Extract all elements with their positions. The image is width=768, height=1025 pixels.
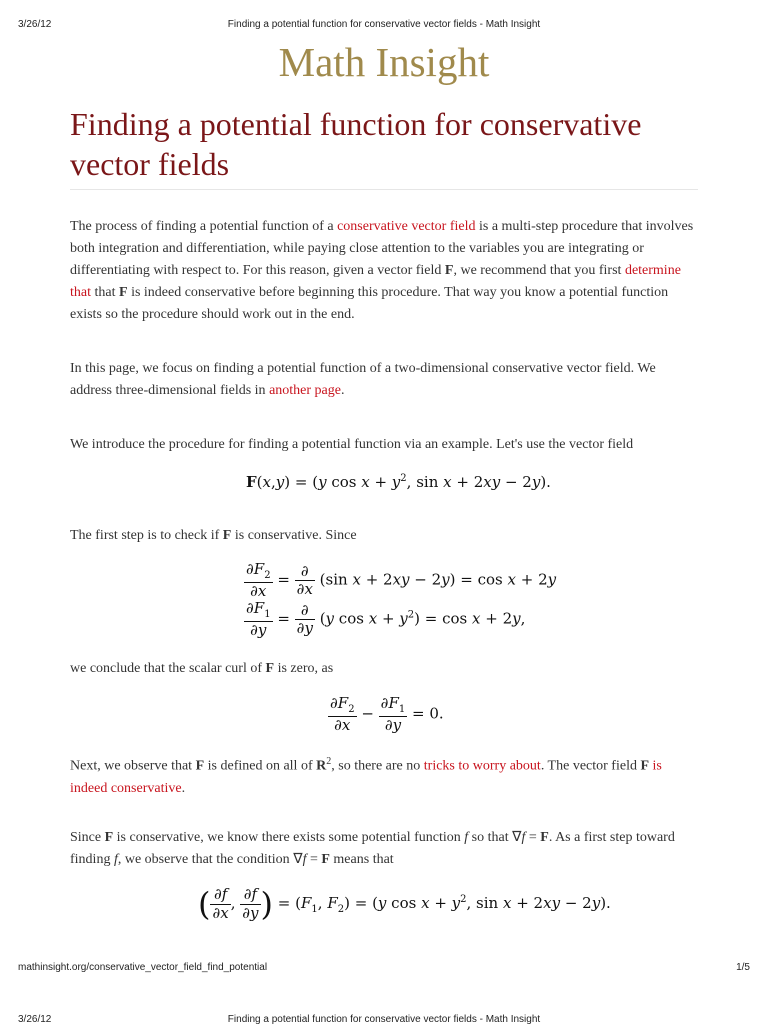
example-intro-paragraph: We introduce the procedure for finding a potential function via an example. Let's use the vector field <box>70 437 634 452</box>
scope-paragraph: In this page, we focus on finding a potential function of a two-dimensional conservative vector field. We address three-dimensional fields in another page. <box>70 361 656 398</box>
title-divider <box>70 189 698 190</box>
print-header-title-next: Finding a potential function for conservative vector fields - Math Insight <box>227 1014 541 1025</box>
equation-partial-f2: $\frac{\partial F_2}{\partial x}$ = $\frac{\partial}{\partial x}$ (sin x + 2xy − 2y) = cos x + 2y <box>246 560 557 600</box>
potential-paragraph: Since F is conservative, we know there exists some potential function f so that ∇f = F. As a first step toward finding f, we observe that the condition ∇f = F means that <box>70 830 675 867</box>
page-title: Finding a potential function for conservative vector fields <box>70 106 642 182</box>
link-another-page[interactable]: another page <box>269 383 341 398</box>
site-logo[interactable]: Math Insight <box>278 39 490 85</box>
print-header-title: Finding a potential function for conservative vector fields - Math Insight <box>227 19 541 30</box>
link-tricks-to-worry-about[interactable]: tricks to worry about <box>423 758 541 774</box>
intro-paragraph: The process of finding a potential function of a conservative vector field is a multi-step procedure that involves both integration and differentiation, while paying close attention to the variables you are integrating or differentiating with respect to. For this reason, given a vector field F, we recommend that you first determine that that F is indeed conservative before beginning this procedure. That way you know a potential function exists so the procedure should work out in the end. <box>70 219 694 322</box>
link-is-indeed-conservative[interactable]: is indeed conservative <box>70 758 662 796</box>
print-header-date: 3/26/12 <box>18 19 52 30</box>
link-conservative-vector-field[interactable]: conservative vector field <box>337 219 476 234</box>
equation-gradient: ( $\frac{\partial f}{\partial x}$ , $\frac{\partial f}{\partial y}$ ) = ($F_1$, $F_2) = (y$ $\cos x + y^2$, sin x + 2xy − 2y). <box>198 885 611 923</box>
print-footer-page: 1/5 <box>736 962 750 973</box>
check-paragraph: The first step is to check if F is conservative. Since <box>70 528 357 543</box>
equation-vector-field: F(x,y) = (y $\cos x + y^2$, sin x + 2xy − 2y). <box>246 473 551 491</box>
equation-scalar-curl: $\frac{\partial F_2}{\partial x}$ − $\frac{\partial F_1}{\partial y}$ = 0. <box>330 694 444 734</box>
equation-partial-f1: $\frac{\partial F_1}{\partial y}$ = $\frac{\partial}{\partial y}$ (y $\cos x + y^2) = \cos x + 2y$, <box>246 599 526 639</box>
print-footer-url: mathinsight.org/conservative_vector_field_find_potential <box>18 962 268 973</box>
link-determine-that[interactable]: determine that <box>70 263 681 300</box>
print-header-date-next: 3/26/12 <box>18 1014 52 1025</box>
domain-paragraph: Next, we observe that F is defined on all of $R^2$, so there are no tricks to worry about. The vector field F is indeed conservative. <box>70 756 662 796</box>
curl-paragraph: we conclude that the scalar curl of F is zero, as <box>70 661 334 676</box>
